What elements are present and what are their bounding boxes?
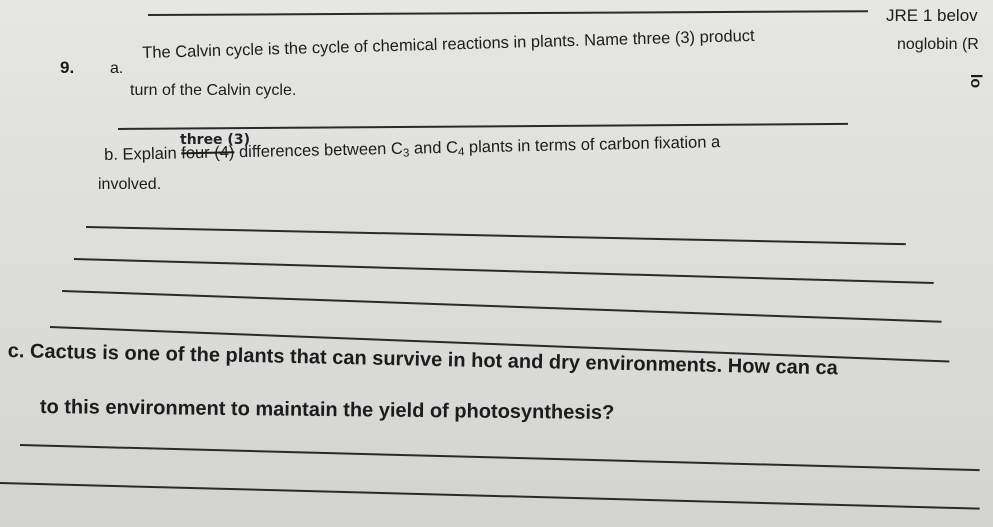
answer-line-b-3 (62, 290, 942, 323)
header-rule (148, 10, 868, 16)
answer-line-c-2 (0, 482, 980, 510)
part-a-line-1: The Calvin cycle is the cycle of chemical reactions in plants. Name three (3) product (142, 26, 755, 62)
explain-word: Explain (122, 144, 177, 164)
part-b-text-3: plants in terms of carbon fixation a (464, 133, 721, 157)
handwritten-correction: three (3) (180, 132, 250, 148)
part-c-line-2: to this environment to maintain the yield of photosynthesis? (39, 396, 615, 425)
part-c-letter: c. (7, 340, 25, 363)
answer-line-a (118, 123, 848, 130)
part-b-letter: b. (104, 145, 119, 164)
part-a-line-2: turn of the Calvin cycle. (130, 82, 297, 99)
header-fragment-1: JRE 1 belov (886, 6, 978, 25)
part-a-letter: a. (110, 60, 124, 77)
answer-line-b-1 (86, 226, 906, 245)
answer-line-b-2 (74, 258, 934, 284)
part-b-line-2: involved. (98, 176, 162, 193)
header-fragment-2: noglobin (R (897, 36, 979, 53)
struck-text: four (4) (181, 143, 235, 163)
answer-line-c-1 (20, 444, 980, 471)
part-c-text-1: Cactus is one of the plants that can survive in hot and dry environments. How can ca (29, 340, 839, 380)
margin-fragment: lo (967, 73, 985, 89)
subscript-3: 3 (402, 147, 410, 160)
part-b-text-2: and C (409, 138, 459, 158)
question-number: 9. (60, 58, 75, 77)
part-c-line-1 (8, 340, 839, 380)
subscript-4: 4 (457, 146, 465, 159)
part-b-text-1: differences between C (238, 139, 404, 162)
